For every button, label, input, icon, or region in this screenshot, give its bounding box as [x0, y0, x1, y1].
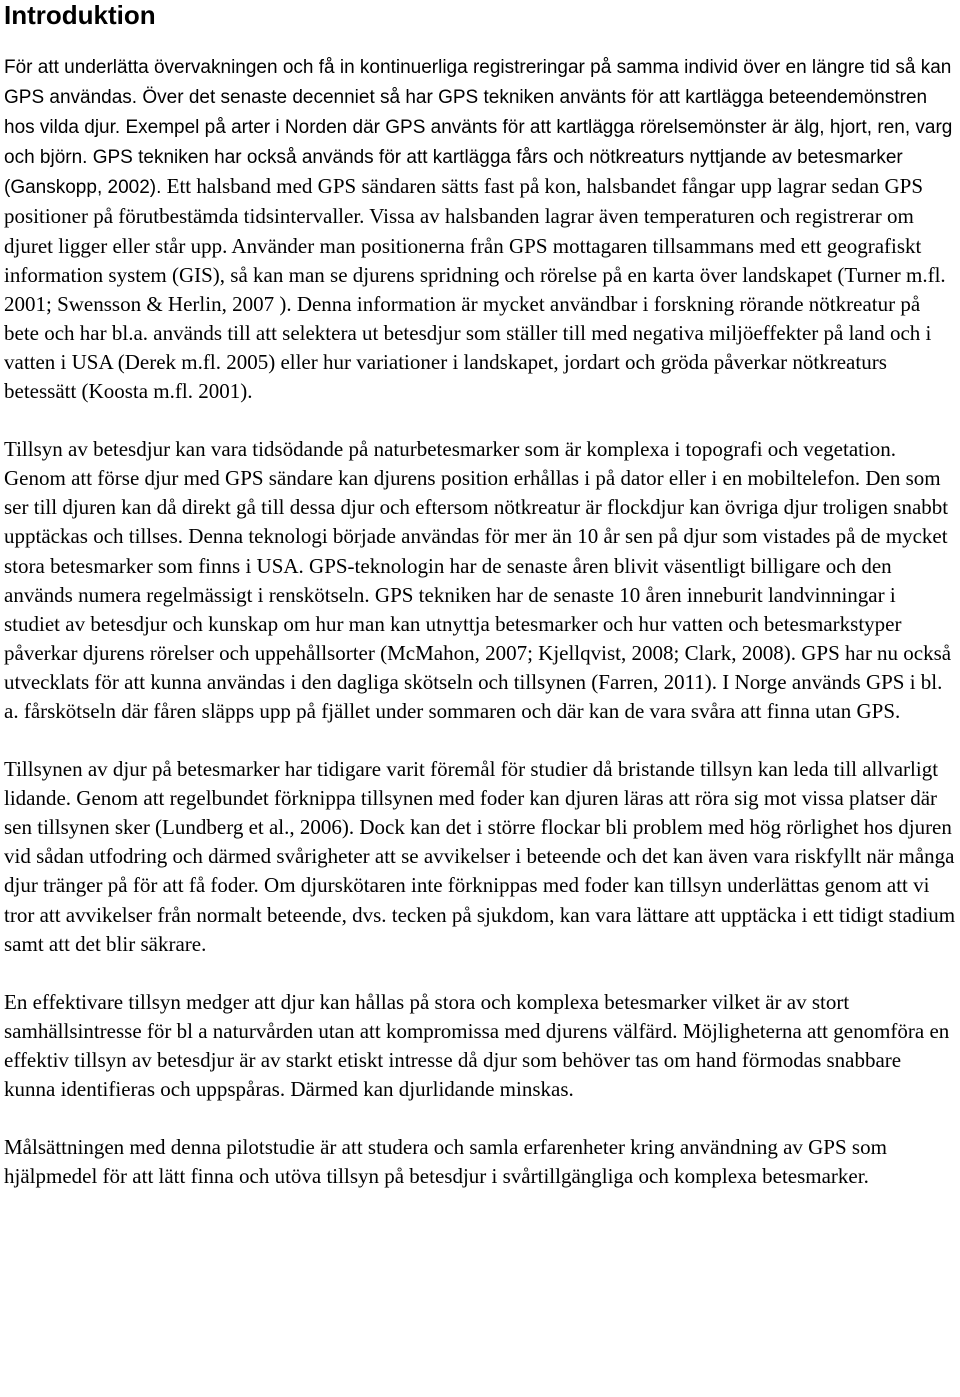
- paragraph-3: Tillsynen av djur på betesmarker har tidigare varit föremål för studier då bristande tillsyn kan leda till allvarligt lidande. Genom att regelbundet förknippa tillsynen med foder kan djuren läras att röra sig mot vissa platser där sen tillsynen sker (Lundberg et al., 2006). Dock kan det i större flockar bli problem med hög rörlighet hos djuren vid sådan utfodring och därmed svårigheter att se avvikelser i beteende och det kan även vara riskfyllt när många djur tränger på för att få foder. Om djurskötaren inte förknippas med foder kan tillsyn underlättas genom att vi tror att avvikelser från normalt beteende, dvs. tecken på sjukdom, kan vara lättare att upptäcka i ett tidigt stadium samt att det blir säkrare.: [4, 757, 956, 956]
- paragraph-2: Tillsyn av betesdjur kan vara tidsödande på naturbetesmarker som är komplexa i topografi och vegetation. Genom att förse djur med GPS sändare kan djurens position erhållas i på dator eller i en mobiltelefon. Den som ser till djuren kan då direkt gå till dessa djur och eftersom nötkreatur är flockdjur kan övriga djur troligen snabbt upptäckas och tillses. Denna teknologi började användas för mer än 10 år sen på djur som vistades på de mycket stora betesmarker som finns i USA. GPS-teknologin har de senaste åren blivit väsentligt billigare och den används numera regelmässigt i renskötseln. GPS tekniken har de senaste 10 åren inneburit landvinningar i studiet av betesdjur och kunskap om hur man kan utnyttja betesmarker och hur vatten och betesmarkstyper påverkar djurens rörelser och uppehållsorter (McMahon, 2007; Kjellqvist, 2008; Clark, 2008). GPS har nu också utvecklats för att kunna användas i den dagliga skötseln och tillsynen (Farren, 2011). I Norge används GPS i bl. a. fårskötseln där fåren släpps upp på fjället under sommaren och där kan de vara svåra att finna utan GPS.: [4, 437, 952, 723]
- document-page: [4, 0, 956, 1191]
- paragraph-5: Målsättningen med denna pilotstudie är att studera och samla erfarenheter kring användning av GPS som hjälpmedel för att lätt finna och utöva tillsyn på betesdjur i svårtillgängliga och komplexa betesmarker.: [4, 1135, 887, 1189]
- paragraph-1: [4, 52, 956, 406]
- paragraph-1-sans-run: För att underlätta övervakningen och få in kontinuerliga registreringar på samma individ över en längre tid så kan GPS användas. Över det senaste decenniet så har GPS tekniken använts för att kartlägga beteendemönstren hos vilda djur. Exempel på arter i Norden där GPS använts för att kartlägga rörelsemönster är älg, hjort, ren, varg och björn. GPS tekniken har också används för att kartlägga fårs och nötkreaturs nyttjande av betesmarker (Ganskopp, 2002).: [4, 57, 953, 199]
- paragraph-4: En effektivare tillsyn medger att djur kan hållas på stora och komplexa betesmarker vilket är av stort samhällsintresse för bl a naturvården utan att kompromissa med djurens välfärd. Möjligheterna att genomföra en effektiv tillsyn av betesdjur är av starkt etiskt intresse då djur som behöver tas om hand förmodas snabbare kunna identifieras och uppspåras. Därmed kan djurlidande minskas.: [4, 989, 950, 1101]
- section-heading: Introduktion: [4, 0, 156, 30]
- paragraph-1-serif-run: Ett halsband med GPS sändaren sätts fast på kon, halsbandet fångar upp lagrar sedan GPS positioner på förutbestämda tidsintervaller. Vissa av halsbanden lagrar även temperaturen och registrerar om djuret ligger eller står upp. Använder man positionerna från GPS mottagaren tillsammans med ett geografiskt information system (GIS), så kan man se djurens spridning och rörelse på en karta över landskapet (Turner m.fl. 2001; Swensson & Herlin, 2007 ). Denna information är mycket användbar i forskning rörande nötkreatur på bete och har bl.a. används till att selektera ut betesdjur som ställer till med negativa miljöeffekter på land och i vatten i USA (Derek m.fl. 2005) eller hur variationer i landskapet, jordart och gröda påverkar nötkreaturs betessätt (Koosta m.fl. 2001).: [4, 174, 946, 404]
